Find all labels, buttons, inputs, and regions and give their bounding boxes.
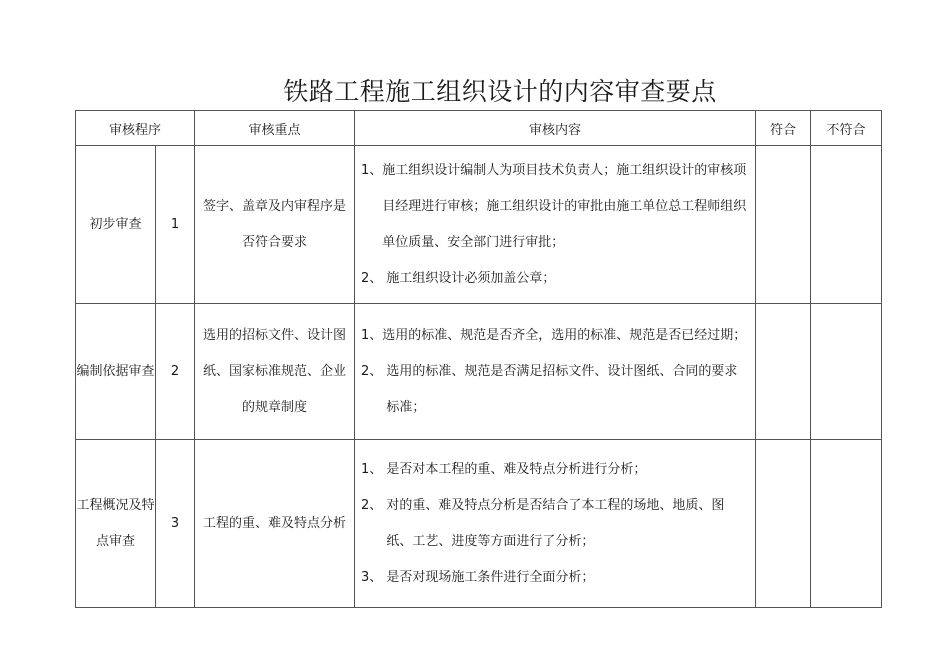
nonconform-cell <box>811 440 882 608</box>
content-item: 2、 选用的标准、规范是否满足招标文件、设计图纸、合同的要求标准； <box>361 363 738 415</box>
row-number: 1 <box>156 146 195 304</box>
table-row <box>76 440 882 608</box>
focus-cell: 工程的重、难及特点分析 <box>195 440 355 608</box>
content-item: 1、 施工组织设计编制人为项目技术负责人；施工组织设计的审核项目经理进行审核；施工组织设计的审批由施工单位总工程师组织单位质量、安全部门进行审批； <box>361 162 747 250</box>
content-item: 3、 是否对现场施工条件进行全面分析； <box>361 569 595 585</box>
row-number: 3 <box>156 440 195 608</box>
conform-cell <box>756 304 811 440</box>
row-number: 2 <box>156 304 195 440</box>
header-nonconform: 不符合 <box>811 111 882 146</box>
table-row <box>76 304 882 440</box>
table-header-row <box>76 111 882 146</box>
content-cell <box>355 440 756 608</box>
stage-cell: 初步审查 <box>76 146 156 304</box>
nonconform-cell <box>811 146 882 304</box>
content-cell <box>355 146 756 304</box>
review-table <box>75 110 882 608</box>
content-cell <box>355 304 756 440</box>
content-item: 2、 对的重、难及特点分析是否结合了本工程的场地、地质、图纸、工艺、进度等方面进行了分析； <box>361 497 725 549</box>
header-conform: 符合 <box>756 111 811 146</box>
nonconform-cell <box>811 304 882 440</box>
content-item: 1、 选用的标准、规范是否齐全，选用的标准、规范是否已经过期； <box>361 327 747 343</box>
conform-cell <box>756 440 811 608</box>
header-content: 审核内容 <box>355 111 756 146</box>
table-row <box>76 146 882 304</box>
focus-cell: 签字、盖章及内审程序是否符合要求 <box>195 146 355 304</box>
header-focus: 审核重点 <box>195 111 355 146</box>
document-title: 铁路工程施工组织设计的内容审查要点 <box>283 77 717 106</box>
conform-cell <box>756 146 811 304</box>
stage-cell: 编制依据审查 <box>76 304 156 440</box>
header-procedure: 审核程序 <box>76 111 195 146</box>
content-item: 2、 施工组织设计必须加盖公章； <box>361 270 556 286</box>
stage-cell: 工程概况及特点审查 <box>76 440 156 608</box>
focus-cell: 选用的招标文件、设计图纸、国家标准规范、企业的规章制度 <box>195 304 355 440</box>
content-item: 1、 是否对本工程的重、难及特点分析进行分析； <box>361 461 647 477</box>
